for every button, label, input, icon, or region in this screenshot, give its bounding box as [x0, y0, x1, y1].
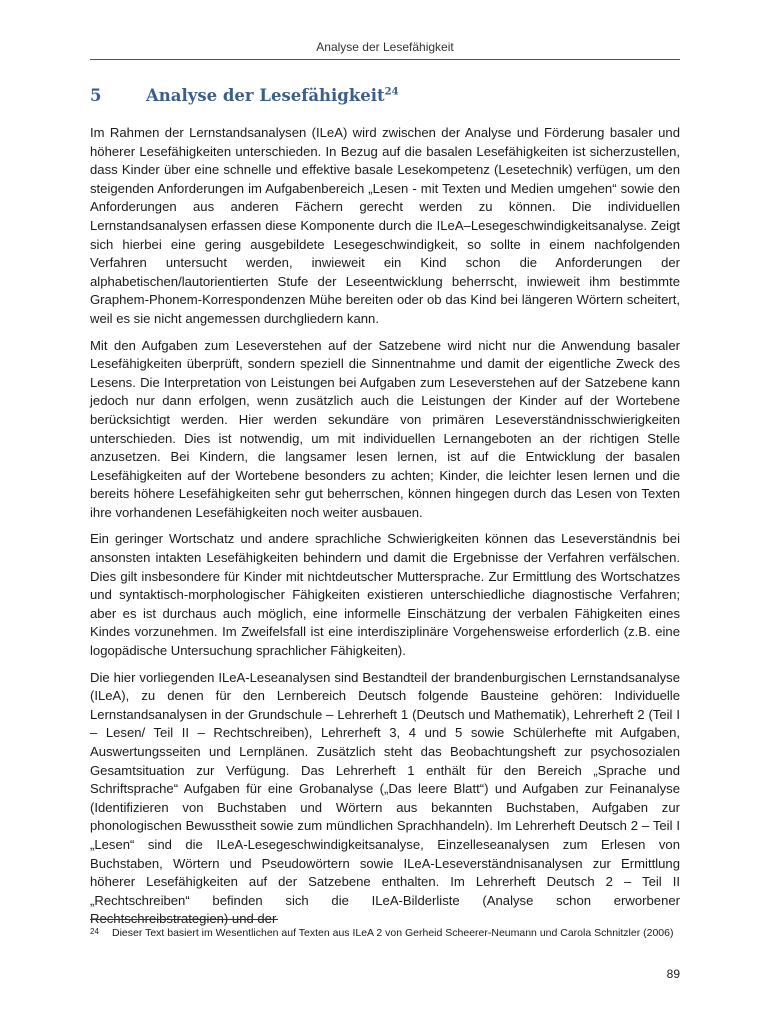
paragraph-1: Im Rahmen der Lernstandsanalysen (ILeA) wird zwischen der Analyse und Förderung basaler und höherer Lesefähigkeiten unterschieden. In Bezug auf die basalen Lesefähigkeiten ist sicherzustellen, dass Kinder über eine schnelle und effektive basale Lesekompetenz (Lesetechnik) verfügen, um den steigenden Anforderungen im Aufgabenbereich „Lesen - mit Texten und Medien umgehen“ sowie den Anforderungen aus anderen Fächern gerecht werden zu können. Die individuellen Lernstandsanalysen erfassen diese Komponente durch die ILeA–Lesegeschwindigkeitsanalyse. Zeigt sich hierbei eine gering ausgebildete Lesegeschwindigkeit, so sollte in einem nachfolgenden Verfahren untersucht werden, inwieweit ein Kind schon die Anforderungen der alphabetischen/lautorientierten Stufe der Leseentwicklung beherrscht, inwieweit ihm bestimmte Graphem-Phonem-Korrespondenzen Mühe bereiten oder ob das Kind bei längeren Wörtern scheitert, weil es sie nicht angemessen durchgliedern kann. — [90, 125, 680, 326]
footnote-text: Dieser Text basiert im Wesentlichen auf Texten aus ILeA 2 von Gerheid Scheerer-Neumann und Carola Schnitzler (2006) — [112, 927, 674, 939]
footnote — [90, 926, 680, 941]
paragraph-3: Ein geringer Wortschatz und andere sprachliche Schwierigkeiten können das Leseverständnis bei ansonsten intakten Lesefähigkeiten behindern und damit die Ergebnisse der Verfahren verfälschen. Dies gilt insbesondere für Kinder mit nichtdeutscher Muttersprache. Zur Ermittlung des Wortschatzes und syntaktisch-morphologischer Fähigkeiten existieren unterschiedliche diagnostische Verfahren; aber es ist durchaus auch möglich, eine informelle Einschätzung der verbalen Fähigkeiten eines Kindes vorzunehmen. Im Zweifelsfall ist eine interdisziplinäre Vorgehensweise erforderlich (z.B. eine logopädische Untersuchung sprachlicher Fähigkeiten). — [90, 531, 680, 659]
paragraph-4: Die hier vorliegenden ILeA-Leseanalysen sind Bestandteil der brandenburgischen Lernstandsanalyse (ILeA), zu denen für den Lernbereich Deutsch folgende Bausteine gehören: Individuelle Lernstandsanalysen in der Grundschule – Lehrerheft 1 (Deutsch und Mathematik), Lehrerheft 2 (Teil I – Lesen/ Teil II – Rechtschreiben), Lehrerheft 3, 4 und 5 sowie Schülerhefte mit Aufgaben, Auswertungsseiten und Lernplänen. Zusätzlich steht das Beobachtungsheft zur psychosozialen Gesamtsituation zur Verfügung. Das Lehrerheft 1 enthält für den Bereich „Sprache und Schriftsprache“ Aufgaben für eine Grobanalyse („Das leere Blatt“) und Aufgaben zur Feinanalyse (Identifizieren von Buchstaben und Wörtern aus bekannten Buchstaben, Aufgaben zur phonologischen Bewusstheit sowie zum mündlichen Sprachhandeln). Im Lehrerheft Deutsch 2 – Teil I „Lesen“ sind die ILeA-Lesegeschwindigkeitsanalyse, Einzelleseanalysen zum Erlesen von Buchstaben, Wörtern und Pseudowörtern sowie ILeA-Leseverständnisanalysen zur Ermittlung höherer Lesefähigkeiten auf der Satzebene enthalten. Im Lehrerheft Deutsch 2 – Teil II „Rechtschreiben“ befinden sich die ILeA-Bilderliste (Analyse schon erworbener Rechtschreibstrategien) und der — [90, 669, 680, 927]
chapter-heading — [90, 86, 680, 105]
header-divider — [90, 59, 680, 60]
chapter-number: 5 — [90, 86, 102, 105]
footnote-reference[interactable]: 24 — [384, 86, 399, 98]
paragraph-2: Mit den Aufgaben zum Leseverstehen auf der Satzebene wird nicht nur die Anwendung basaler Lesefähigkeiten überprüft, sondern speziell die Sinnentnahme und damit der eigentliche Zweck des Lesens. Die Interpretation von Leistungen bei Aufgaben zum Leseverstehen auf der Satzebene kann jedoch nur dann erfolgen, wenn zusätzlich auch die Leistungen der Kinder auf der Wortebene berücksichtigt werden. Hier werden sekundäre von primären Leseverständnisschwierigkeiten unterschieden. Dies ist notwendig, um mit individuellen Lernangeboten an der richtigen Stelle anzusetzen. Bei Kindern, die langsamer lesen lernen, ist auf die Entwicklung der basalen Lesefähigkeiten auf der Wortebene besonders zu achten; Kinder, die leichter lesen lernen und die bereits höhere Lesefähigkeiten sehr gut beherrschen, können hingegen durch das Lesen von Texten ihre vorhandenen Lesefähigkeiten noch weiter ausbauen. — [90, 337, 680, 520]
footnote-divider — [90, 919, 278, 920]
footnote-mark: 24 — [90, 927, 99, 936]
chapter-title-text: Analyse der Lesefähigkeit — [146, 86, 385, 105]
page-number: 89 — [666, 967, 680, 981]
body-text — [90, 124, 680, 937]
running-header: Analyse der Lesefähigkeit — [316, 40, 454, 54]
chapter-title — [146, 86, 399, 105]
